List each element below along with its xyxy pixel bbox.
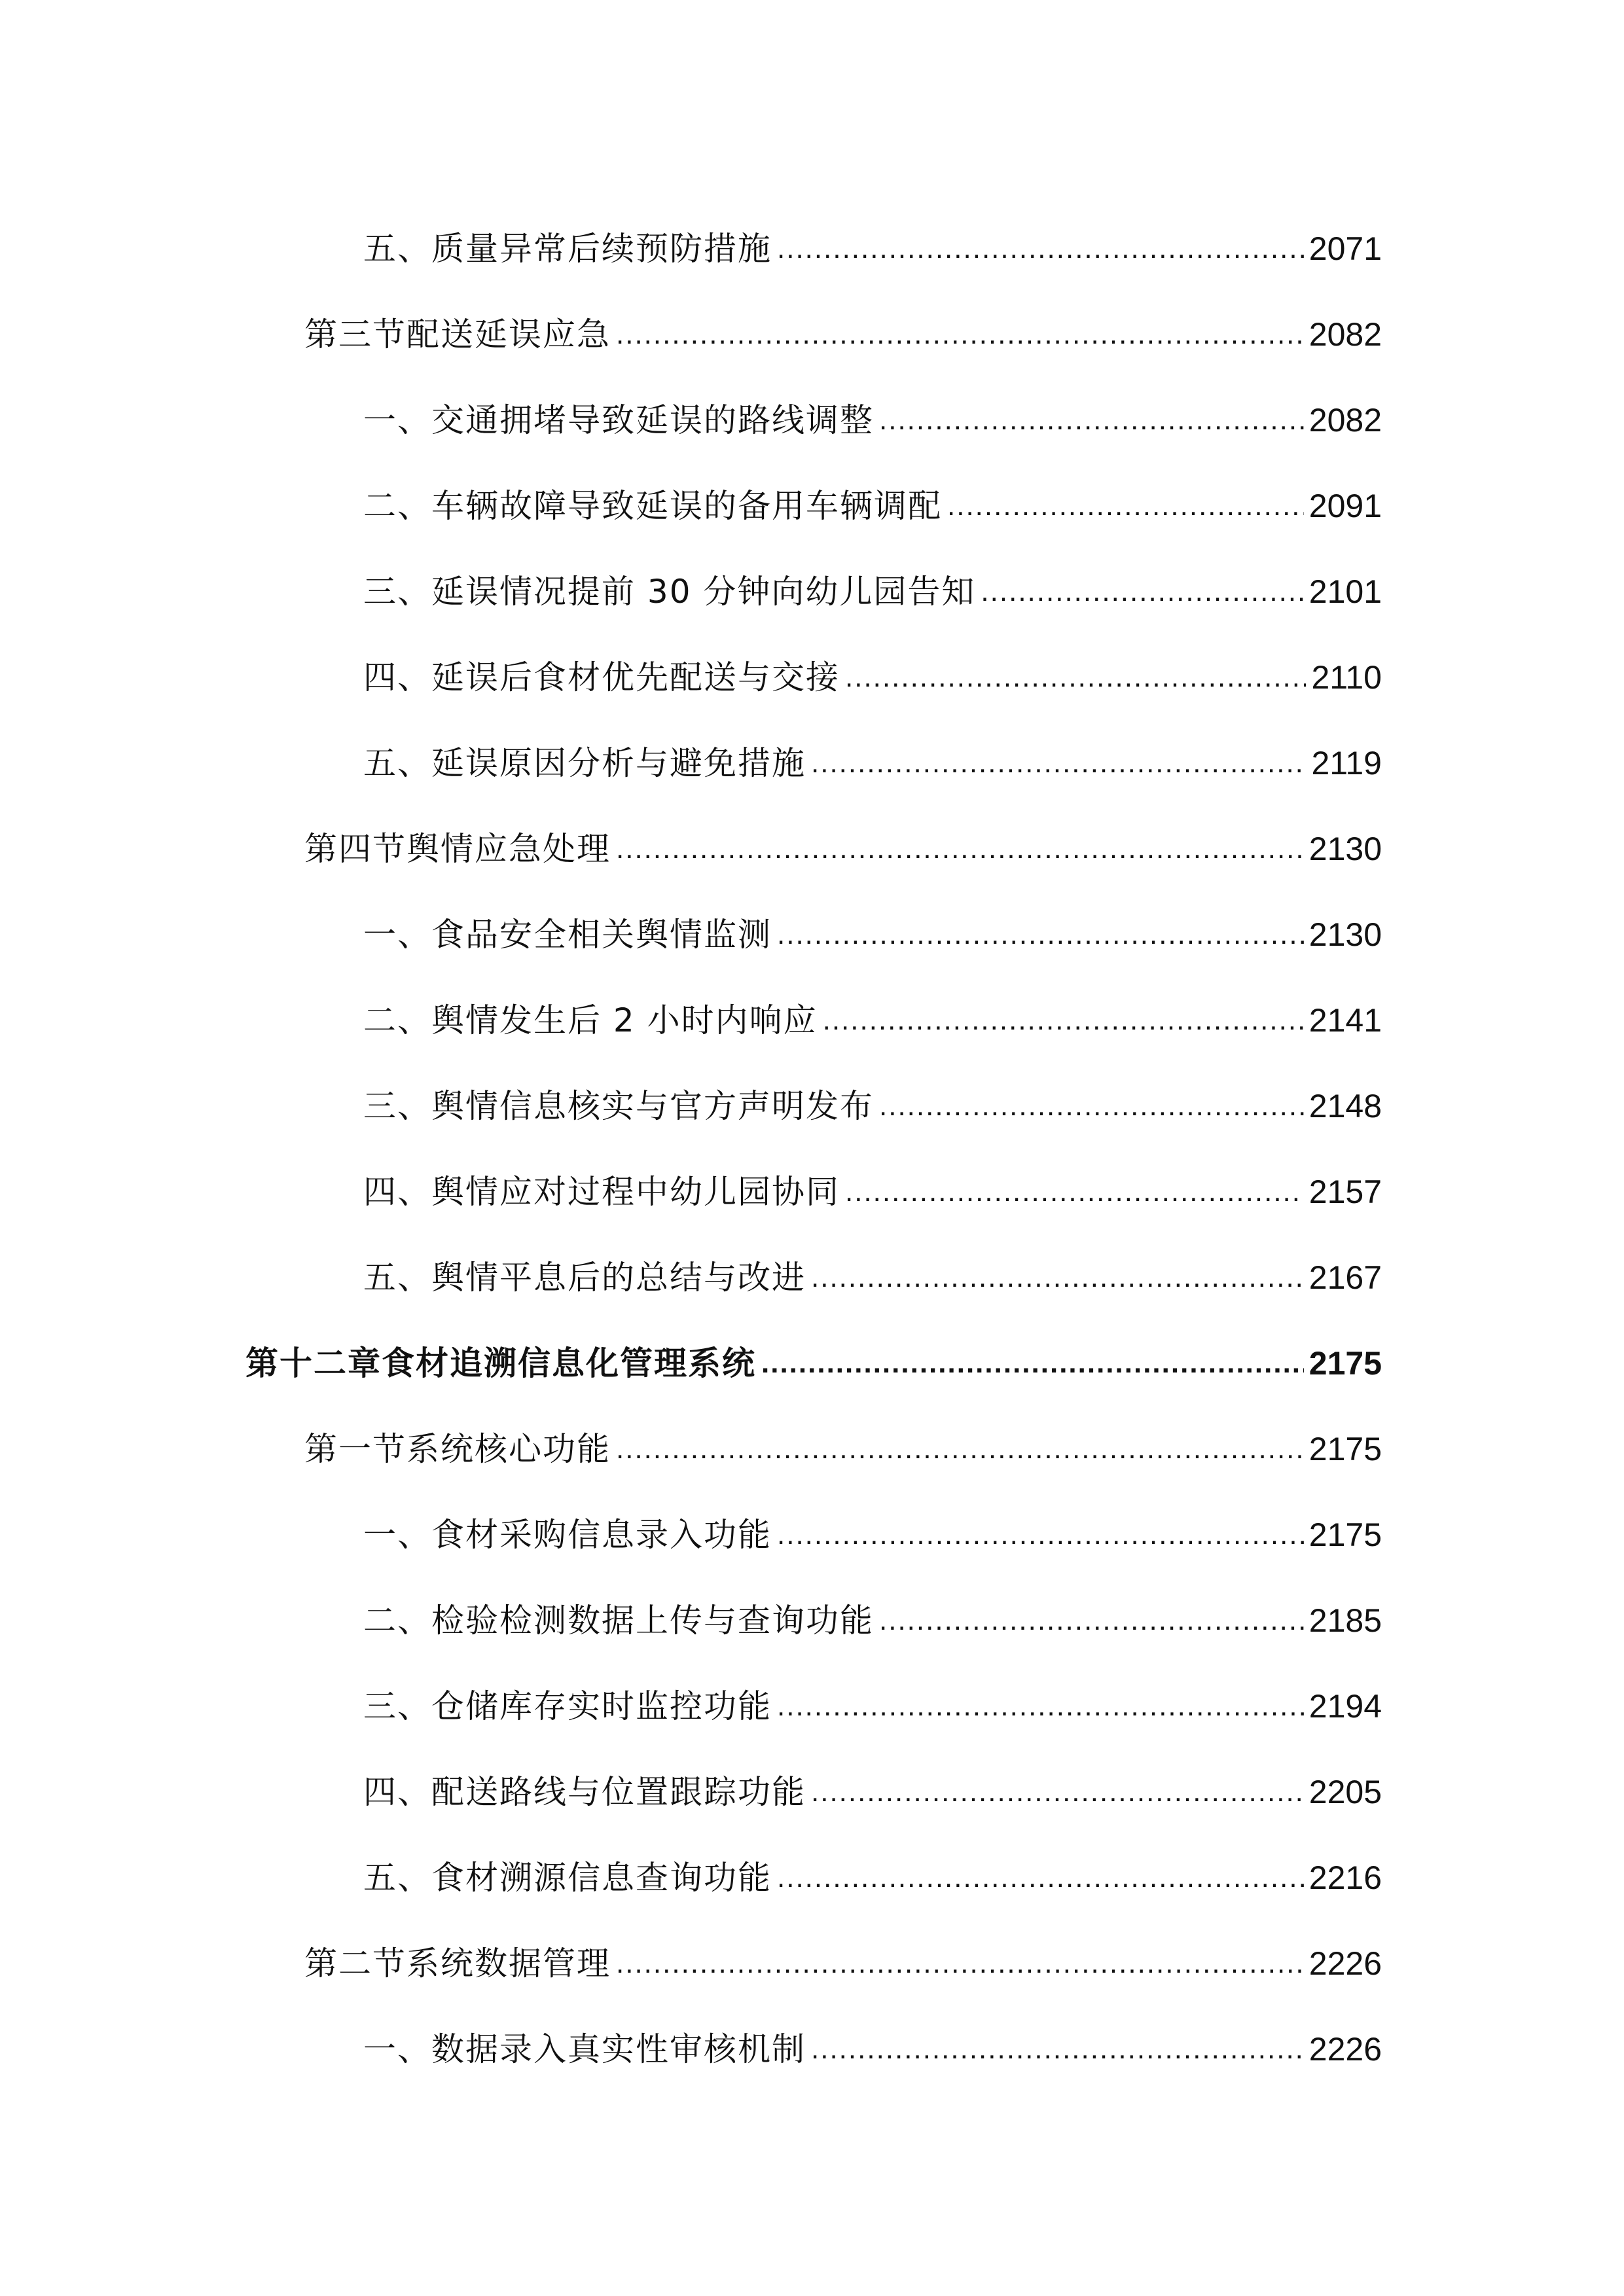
toc-entry-title: 一、交通拥堵导致延误的路线调整 bbox=[363, 401, 874, 439]
toc-entry-title: 第二节系统数据管理 bbox=[304, 1945, 611, 1982]
toc-dot-leader bbox=[823, 1001, 1304, 1040]
toc-dot-leader bbox=[811, 1258, 1304, 1297]
toc-dot-leader bbox=[616, 1944, 1304, 1983]
toc-entry-title: 一、食品安全相关舆情监测 bbox=[363, 916, 772, 954]
toc-entry-page-number: 2082 bbox=[1308, 316, 1382, 353]
toc-entry[interactable] bbox=[304, 302, 1382, 354]
toc-entry-title: 第一节系统核心功能 bbox=[304, 1430, 611, 1468]
toc-entry-title: 五、质量异常后续预防措施 bbox=[363, 230, 772, 268]
toc-dot-leader bbox=[777, 1515, 1304, 1554]
toc-entry-title: 二、车辆故障导致延误的备用车辆调配 bbox=[363, 487, 942, 525]
toc-entry-page-number: 2082 bbox=[1308, 402, 1382, 439]
toc-entry[interactable] bbox=[363, 645, 1382, 697]
toc-entry-title: 五、舆情平息后的总结与改进 bbox=[363, 1259, 806, 1297]
toc-entry-title: 五、延误原因分析与避免措施 bbox=[363, 744, 806, 782]
toc-dot-leader bbox=[616, 1429, 1304, 1469]
toc-dot-leader bbox=[879, 401, 1304, 440]
toc-entry[interactable] bbox=[363, 559, 1382, 611]
toc-dot-leader bbox=[811, 2030, 1304, 2069]
toc-dot-leader bbox=[616, 829, 1304, 869]
toc-entry[interactable] bbox=[363, 1674, 1382, 1726]
toc-entry-title: 四、延误后食材优先配送与交接 bbox=[363, 658, 840, 696]
toc-entry-page-number: 2175 bbox=[1308, 1431, 1382, 1467]
toc-entry[interactable] bbox=[363, 1759, 1382, 1812]
toc-dot-leader bbox=[777, 1687, 1304, 1726]
toc-entry-page-number: 2110 bbox=[1311, 659, 1382, 696]
toc-entry-page-number: 2119 bbox=[1311, 745, 1382, 781]
toc-entry-title: 二、舆情发生后 2 小时内响应 bbox=[363, 1001, 818, 1039]
toc-entry-title: 二、检验检测数据上传与查询功能 bbox=[363, 1602, 874, 1640]
toc-entry-title: 一、食材采购信息录入功能 bbox=[363, 1516, 772, 1554]
toc-entry-title: 三、仓储库存实时监控功能 bbox=[363, 1687, 772, 1725]
toc-dot-leader bbox=[879, 1601, 1304, 1640]
toc-dot-leader bbox=[777, 229, 1304, 268]
toc-entry-page-number: 2071 bbox=[1308, 230, 1382, 267]
toc-entry-page-number: 2226 bbox=[1308, 1945, 1382, 1982]
toc-entry-title: 三、舆情信息核实与官方声明发布 bbox=[363, 1087, 874, 1125]
toc-dot-leader bbox=[811, 744, 1306, 783]
toc-dot-leader bbox=[845, 658, 1306, 697]
toc-entry[interactable] bbox=[363, 1159, 1382, 1211]
toc-entry-page-number: 2216 bbox=[1308, 1859, 1382, 1896]
toc-entry[interactable] bbox=[363, 1502, 1382, 1554]
toc-dot-leader bbox=[845, 1172, 1304, 1211]
toc-entry[interactable] bbox=[363, 1588, 1382, 1640]
toc-entry-page-number: 2175 bbox=[1308, 1345, 1382, 1382]
toc-entry[interactable] bbox=[245, 1331, 1382, 1383]
toc-entry-page-number: 2148 bbox=[1308, 1088, 1382, 1124]
toc-entry-page-number: 2101 bbox=[1308, 573, 1382, 610]
toc-entry[interactable] bbox=[304, 816, 1382, 869]
toc-entry[interactable] bbox=[363, 988, 1382, 1040]
toc-entry-title: 四、舆情应对过程中幼儿园协同 bbox=[363, 1173, 840, 1211]
toc-dot-leader bbox=[777, 915, 1304, 954]
toc-entry[interactable] bbox=[363, 2017, 1382, 2069]
toc-dot-leader bbox=[811, 1772, 1304, 1812]
toc-entry-page-number: 2130 bbox=[1308, 916, 1382, 953]
toc-entry-page-number: 2141 bbox=[1308, 1002, 1382, 1039]
toc-entry[interactable] bbox=[363, 473, 1382, 526]
toc-entry-title: 第十二章食材追溯信息化管理系统 bbox=[245, 1344, 756, 1382]
toc-entry-page-number: 2175 bbox=[1308, 1516, 1382, 1553]
toc-entry[interactable] bbox=[363, 902, 1382, 954]
toc-entry-title: 五、食材溯源信息查询功能 bbox=[363, 1859, 772, 1897]
toc-entry[interactable] bbox=[363, 1073, 1382, 1126]
toc-entry[interactable] bbox=[363, 216, 1382, 268]
toc-entry-page-number: 2194 bbox=[1308, 1688, 1382, 1725]
toc-entry-page-number: 2185 bbox=[1308, 1602, 1382, 1639]
toc-entry[interactable] bbox=[363, 1245, 1382, 1297]
toc-dot-leader bbox=[947, 486, 1304, 526]
toc-entry-title: 四、配送路线与位置跟踪功能 bbox=[363, 1773, 806, 1811]
toc-entry-title: 三、延误情况提前 30 分钟向幼儿园告知 bbox=[363, 573, 976, 611]
toc-dot-leader bbox=[761, 1344, 1304, 1383]
toc-dot-leader bbox=[879, 1086, 1304, 1126]
toc-entry-title: 第三节配送延误应急 bbox=[304, 315, 611, 353]
toc-entry[interactable] bbox=[363, 1845, 1382, 1897]
toc-entry-page-number: 2091 bbox=[1308, 488, 1382, 524]
toc-entry[interactable] bbox=[304, 1416, 1382, 1469]
toc-entry-page-number: 2226 bbox=[1308, 2031, 1382, 2068]
toc-entry-page-number: 2205 bbox=[1308, 1774, 1382, 1810]
toc-entry[interactable] bbox=[363, 387, 1382, 440]
toc-dot-leader bbox=[981, 572, 1303, 611]
toc-entry[interactable] bbox=[363, 730, 1382, 783]
toc-entry-page-number: 2167 bbox=[1308, 1259, 1382, 1296]
toc-dot-leader bbox=[616, 315, 1304, 354]
toc-entry-page-number: 2157 bbox=[1308, 1174, 1382, 1210]
toc-entry-title: 一、数据录入真实性审核机制 bbox=[363, 2030, 806, 2068]
toc-entry-title: 第四节舆情应急处理 bbox=[304, 830, 611, 868]
toc-entry[interactable] bbox=[304, 1931, 1382, 1983]
toc-entry-page-number: 2130 bbox=[1308, 831, 1382, 867]
toc-dot-leader bbox=[777, 1858, 1304, 1897]
